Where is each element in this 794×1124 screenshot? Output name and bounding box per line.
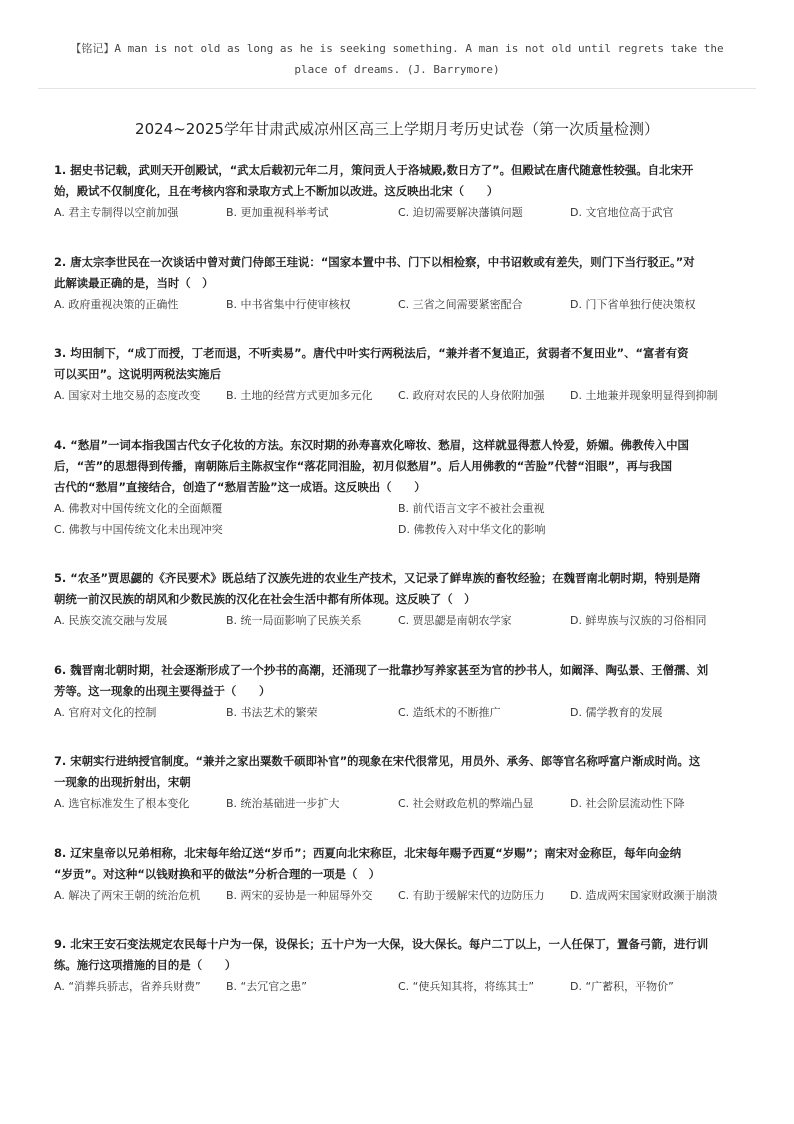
option-d[interactable]: D. 社会阶层流动性下降: [570, 797, 685, 810]
option-c[interactable]: C. 有助于缓解宋代的边防压力: [398, 889, 545, 902]
option-d[interactable]: D. 佛教传入对中华文化的影响: [398, 523, 546, 536]
option-b[interactable]: B. 书法艺术的繁荣: [226, 706, 318, 719]
option-a[interactable]: A. 佛教对中国传统文化的全面颠覆: [54, 502, 223, 515]
option-a[interactable]: A. 解决了两宋王朝的统治危机: [54, 889, 201, 902]
option-d[interactable]: D. 鲜卑族与汉族的习俗相同: [570, 614, 707, 627]
page-title: 2024~2025学年甘肃武威凉州区高三上学期月考历史试卷（第一次质量检测）: [135, 120, 659, 138]
option-a[interactable]: A. 君主专制得以空前加强: [54, 206, 179, 219]
option-a[interactable]: A. “消葬兵骄志，省养兵财费”: [54, 980, 201, 993]
question-stem: 7. 宋朝实行进纳授官制度。“兼并之家出粟数千硕即补官”的现象在宋代很常见，用员外、承务、郎等官名称呼富户渐成时尚。这 一现象的出现折射出，宋朝: [54, 754, 701, 789]
question-stem: 2. 唐太宗李世民在一次谈话中曾对黄门侍郎王珪说：“国家本置中书、门下以相检察，中书诏敕或有差失，则门下当行驳正。”对 此解读最正确的是，当时（ ）: [54, 255, 695, 290]
option-list: [54, 793, 744, 814]
option-c[interactable]: C. 佛教与中国传统文化未出现冲突: [54, 523, 223, 536]
motto-line-1: 【铭记】A man is not old as long as he is seeking something. A man is not old until regrets take the: [70, 42, 724, 55]
option-c[interactable]: C. 贾思勰是南朝农学家: [398, 614, 512, 627]
option-a[interactable]: A. 官府对文化的控制: [54, 706, 157, 719]
option-c[interactable]: C. 社会财政危机的弊端凸显: [398, 797, 534, 810]
header-motto: [50, 38, 744, 80]
motto-line-2: place of dreams. (J. Barrymore): [294, 63, 500, 76]
question-6: [54, 660, 744, 723]
option-c[interactable]: C. 造纸术的不断推广: [398, 706, 501, 719]
option-list: [54, 976, 744, 1018]
option-list: [54, 202, 744, 223]
option-c[interactable]: C. “使兵知其将，将练其士”: [398, 980, 535, 993]
header-divider: [38, 88, 756, 89]
question-9: [54, 934, 744, 1018]
question-stem: 1. 据史书记载，武则天开创殿试，“武太后载初元年二月，策问贡人于洛城殿,数日方了”。但殿试在唐代随意性较强。自北宋开 始，殿试不仅制度化，且在考核内容和录取方式上不断加以改进。这反映出北宋（ ）: [54, 163, 694, 198]
question-stem: 6. 魏晋南北朝时期，社会逐渐形成了一个抄书的高潮，还涌现了一批靠抄写养家甚至为官的抄书人，如阚泽、陶弘景、王僧孺、刘 芳等。这一现象的出现主要得益于（ ）: [54, 663, 709, 698]
option-d[interactable]: D. 儒学教育的发展: [570, 706, 663, 719]
option-b[interactable]: B. 前代语言文字不被社会重视: [398, 502, 545, 515]
option-list: [54, 294, 744, 315]
option-d[interactable]: D. 造成两宋国家财政濒于崩溃: [570, 889, 718, 902]
option-b[interactable]: B. 两宋的妥协是一种屈辱外交: [226, 889, 373, 902]
question-7: [54, 751, 744, 814]
option-list: [54, 498, 744, 540]
question-stem: 5. “农圣”贾思勰的《齐民要术》既总结了汉族先进的农业生产技术，又记录了鲜卑族的畜牧经验；在魏晋南北朝时期，特别是隋 朝统一前汉民族的胡风和少数民族的汉化在社会生活中都有所体现。这反映了（ ）: [54, 571, 701, 606]
option-a[interactable]: A. 政府重视决策的正确性: [54, 298, 179, 311]
option-a[interactable]: A. 选官标准发生了根本变化: [54, 797, 190, 810]
option-c[interactable]: C. 政府对农民的人身依附加强: [398, 389, 545, 402]
option-a[interactable]: A. 国家对土地交易的态度改变: [54, 389, 201, 402]
option-d[interactable]: D. 土地兼并现象明显得到抑制: [570, 389, 718, 402]
option-d[interactable]: D. 门下省单独行使决策权: [570, 298, 696, 311]
option-b[interactable]: B. 中书省集中行使审核权: [226, 298, 351, 311]
question-5: [54, 568, 744, 631]
option-d[interactable]: D. “广蓄积，平物价”: [570, 980, 674, 993]
question-8: [54, 843, 744, 906]
question-stem: 3. 均田制下，“成丁而授，丁老而退，不听卖易”。唐代中叶实行两税法后，“兼并者不复追正，贫弱者不复田业”、“富者有资 可以买田”。这说明两税法实施后: [54, 346, 689, 381]
question-stem: 4. “愁眉”一词本指我国古代女子化妆的方法。东汉时期的孙寿喜欢化啼妆、愁眉，这样就显得惹人怜爱，娇媚。佛教传入中国 后，“苦”的思想得到传播，南朝陈后主陈叔宝作“落花同泪脸，初月似愁眉”。后人用佛教的“苦脸”代替“泪眼”，再与我国 古代的“愁眉”直接结合，创造了“愁眉苦脸”这一成语。这反映出（ ）: [54, 438, 689, 494]
option-d[interactable]: D. 文官地位高于武官: [570, 206, 674, 219]
option-b[interactable]: B. 更加重视科举考试: [226, 206, 329, 219]
question-2: [54, 252, 744, 315]
option-b[interactable]: B. 统治基础进一步扩大: [226, 797, 340, 810]
question-stem: 8. 辽宋皇帝以兄弟相称，北宋每年给辽送“岁币”；西夏向北宋称臣，北宋每年赐予西夏“岁赐”；南宋对金称臣，每年向金纳 “岁贡”。对这种“以钱财换和平的做法”分析合理的一项是（ ）: [54, 846, 682, 881]
option-list: [54, 385, 744, 406]
question-stem: 9. 北宋王安石变法规定农民每十户为一保，设保长；五十户为一大保，设大保长。每户二丁以上，一人任保丁，置备弓箭，进行训 练。施行这项措施的目的是（ ）: [54, 937, 709, 972]
option-c[interactable]: C. 迫切需要解决藩镇问题: [398, 206, 523, 219]
question-1: [54, 160, 744, 223]
option-list: [54, 885, 744, 906]
option-list: [54, 610, 744, 631]
option-c[interactable]: C. 三省之间需要紧密配合: [398, 298, 523, 311]
question-3: [54, 343, 744, 406]
option-b[interactable]: B. 统一局面影响了民族关系: [226, 614, 362, 627]
option-b[interactable]: B. “去冗官之患”: [226, 980, 307, 993]
question-4: [54, 435, 744, 540]
option-list: [54, 702, 744, 723]
option-b[interactable]: B. 土地的经营方式更加多元化: [226, 389, 373, 402]
option-a[interactable]: A. 民族交流交融与发展: [54, 614, 168, 627]
